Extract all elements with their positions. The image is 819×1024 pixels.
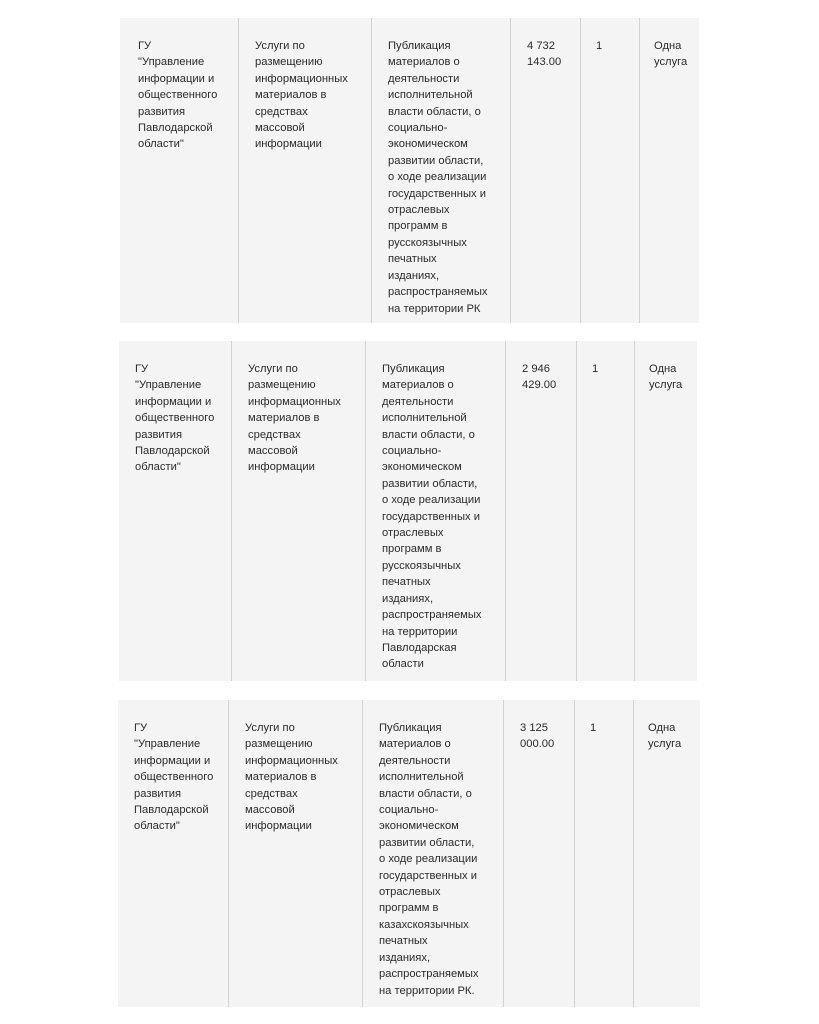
service-cell: Услуги по размещению информационных материалов в средствах массовой информации: [229, 700, 363, 1007]
amount-cell: 3 125 000.00: [504, 700, 575, 1007]
unit-cell: Одна услуга: [649, 363, 683, 392]
table-row: [119, 341, 697, 681]
organization-cell: ГУ "Управление информации и общественного развития Павлодарской области": [118, 700, 229, 1007]
amount-cell: 2 946 429.00: [506, 341, 577, 681]
description-cell: Публикация материалов о деятельности исполнительной власти области, о социально- экономическом развитии области, о ходе реализации государственных и отраслевых программ в русскоязычных печатных изданиях, распространяемых на территории Павлодарская области: [366, 341, 506, 681]
service-cell: Услуги по размещению информационных материалов в средствах массовой информации: [239, 18, 372, 323]
quantity-cell: 1: [581, 18, 640, 323]
amount-cell: 4 732 143.00: [511, 18, 581, 323]
unit-cell: Одна услуга: [654, 40, 688, 69]
service-cell: Услуги по размещению информационных материалов в средствах массовой информации: [232, 341, 366, 681]
description-cell: Публикация материалов о деятельности исполнительной власти области, о социально- экономическом развитии области, о ходе реализации государственных и отраслевых программ в казахскоязычных печатных изданиях, распространяемых на территории РК.: [363, 700, 504, 1007]
quantity-cell: 1: [575, 700, 634, 1007]
description-cell: Публикация материалов о деятельности исполнительной власти области, о социально- экономическом развитии области, о ходе реализации государственных и отраслевых программ в русскоязычных печатных изданиях, распространяемых на территории РК: [372, 18, 511, 323]
unit-cell: Одна услуга: [648, 722, 682, 751]
organization-cell: ГУ "Управление информации и общественного развития Павлодарской области": [120, 18, 239, 323]
table-row: [118, 700, 700, 1007]
quantity-cell: 1: [577, 341, 635, 681]
organization-cell: ГУ "Управление информации и общественного развития Павлодарской области": [119, 341, 232, 681]
table-row: [120, 18, 699, 323]
